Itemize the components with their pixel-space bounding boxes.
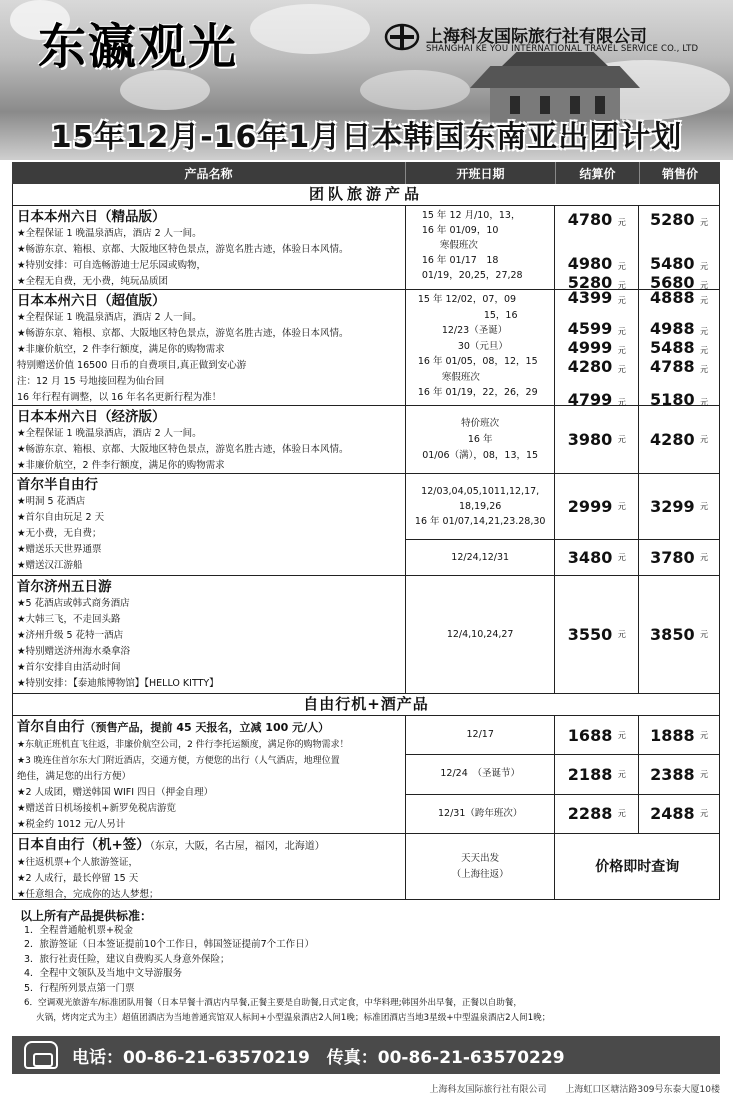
settle-price: 1688 — [567, 725, 613, 745]
main-title: 东瀛观光 — [38, 19, 239, 75]
standards-item: 5．行程所列景点第一门票 — [24, 982, 135, 994]
sale-price: 4280 — [650, 430, 695, 449]
section-free-travel: 自由行机+酒产品 — [12, 694, 720, 716]
table-row — [12, 576, 720, 694]
product-feature: ★济州升级 5 花特一酒店 — [17, 630, 124, 641]
product-feature: ★无小费，无自费； — [17, 528, 102, 539]
currency-unit: 元 — [700, 346, 709, 355]
table-row — [12, 288, 720, 409]
section-group-tours: 团队旅游产品 — [12, 184, 720, 206]
departure-date: （上海往返） — [451, 868, 509, 880]
product-feature: ★任意组合，完成你的达人梦想； — [17, 889, 159, 900]
currency-unit: 元 — [700, 365, 709, 374]
product-feature: ★2 人成行，最长停留 15 天 — [17, 873, 139, 884]
service-standards — [12, 909, 720, 1025]
price-inquiry-note: 价格即时查询 — [595, 858, 680, 875]
departure-date: 16 年 01/19，22，26，29 — [417, 387, 538, 398]
table-row — [12, 206, 720, 290]
header-banner — [0, 0, 733, 160]
product-name: 日本本州六日（超值版） — [17, 293, 166, 309]
product-feature: ★税金约 1012 元/人另计 — [17, 819, 126, 830]
product-feature: ★全程保证 1 晚温泉酒店，酒店 2 人一间。 — [17, 228, 202, 239]
product-feature: 绝佳，满足您的出行方便） — [17, 771, 132, 782]
currency-unit: 元 — [700, 262, 709, 271]
departure-date: 12/4,10,24,27 — [406, 576, 556, 693]
tour-table — [12, 162, 720, 900]
sale-price: 3850 — [650, 625, 695, 644]
standards-item: 火锅，烤肉定式为主）超值团酒店为当地普通宾馆双人标间+小型温泉酒店2人间1晚；标准团酒店当地3星级+中型温泉酒店2人间1晚； — [36, 1012, 551, 1023]
sale-price: 5680 — [650, 273, 695, 292]
sale-price: 3780 — [650, 548, 695, 567]
currency-unit: 元 — [617, 730, 626, 740]
settle-price: 4780 — [567, 210, 613, 229]
sale-price: 5280 — [650, 210, 695, 229]
standards-item: 2．旅游签证（日本签证提前10个工作日，韩国签证提前7个工作日） — [24, 939, 315, 950]
currency-unit: 元 — [617, 809, 626, 819]
product-feature: ★非廉价航空，2 件李行额度，满足你的购物需求 — [17, 460, 225, 471]
product-name: 首尔济州五日游 — [17, 579, 112, 595]
footer-address: 上海虹口区塘沽路309号东泰大厦10楼 — [565, 1085, 720, 1095]
product-feature: ★首尔安排自由活动时间 — [17, 662, 121, 673]
product-feature: ★全程无自费，无小费，纯玩品质团 — [17, 276, 169, 287]
company-logo-icon — [384, 22, 420, 52]
contact-bar — [12, 1036, 720, 1074]
currency-unit: 元 — [617, 365, 626, 374]
sale-price: 5180 — [650, 390, 695, 409]
currency-unit: 元 — [700, 553, 709, 562]
departure-date: 12/31（跨年班次） — [437, 807, 523, 819]
departure-date: 30（元旦） — [457, 340, 508, 352]
table-row — [12, 716, 720, 834]
departure-date: 15 年 12/02，07，09 — [417, 294, 517, 305]
departure-date: 天天出发 — [461, 852, 500, 864]
departure-date: 12/17 — [406, 716, 555, 755]
currency-unit: 元 — [700, 630, 709, 639]
product-feature: ★往返机票+个人旅游签证， — [17, 857, 138, 868]
product-feature: 注：12 月 15 号地接回程为仙台回 — [17, 376, 165, 387]
currency-unit: 元 — [617, 630, 626, 639]
departure-date: 12/24,12/31 — [451, 551, 510, 563]
currency-unit: 元 — [617, 296, 626, 305]
settle-price: 5280 — [567, 273, 613, 292]
settle-price: 4599 — [567, 319, 613, 338]
product-feature: 特别赠送价值 16500 日币的自费项目,真正做到安心游 — [17, 360, 247, 371]
phone-icon — [24, 1041, 58, 1069]
currency-unit: 元 — [617, 218, 626, 227]
settle-price: 3980 — [567, 430, 613, 449]
departure-date: 12/24 （圣诞节） — [406, 755, 555, 794]
sale-price: 2488 — [650, 804, 695, 824]
currency-unit: 元 — [617, 327, 626, 336]
product-feature: ★5 花酒店或韩式商务酒店 — [17, 598, 130, 609]
product-feature: ★畅游东京、箱根、京都、大阪地区特色景点，游览名胜古迹，体验日本风情。 — [17, 444, 349, 455]
standards-item: 3．旅行社责任险，建议自费购买人身意外保险； — [24, 953, 230, 965]
currency-unit: 元 — [617, 281, 626, 290]
product-feature: ★明洞 5 花酒店 — [17, 496, 86, 507]
product-feature: ★全程保证 1 晚温泉酒店，酒店 2 人一间。 — [17, 428, 202, 439]
product-name: 日本本州六日（经济版） — [17, 409, 166, 425]
product-feature: ★特别安排：【泰迪熊博物馆】【HELLO KITTY】 — [17, 678, 219, 689]
departure-date: 16 年 — [467, 433, 493, 445]
settle-price: 2999 — [567, 497, 613, 516]
product-feature: ★全程保证 1 晚温泉酒店，酒店 2 人一间。 — [17, 312, 202, 323]
currency-unit: 元 — [617, 262, 626, 271]
sale-price: 1888 — [650, 725, 695, 745]
currency-unit: 元 — [700, 218, 709, 227]
footer-company: 上海科友国际旅行社有限公司 — [429, 1085, 547, 1095]
settle-price: 3550 — [567, 625, 613, 644]
standards-item: 6．空调观光旅游车/标准团队用餐（日本早餐十酒店内早餐,正餐主要是自助餐,日式定食，中华料理;韩国外出早餐，正餐以自助餐， — [24, 998, 522, 1008]
departure-date: 12/03,04,05,1011,12,17, — [421, 486, 540, 497]
product-feature: ★畅游东京、箱根、京都、大阪地区特色景点，游览名胜古迹，体验日本风情。 — [17, 244, 349, 255]
sale-price: 4888 — [650, 288, 695, 307]
company-name: 上海科友国际旅行社有限公司 — [426, 27, 647, 47]
sale-price: 4988 — [650, 319, 695, 338]
sale-price: 5488 — [650, 338, 695, 357]
departure-date: 寒假班次 — [439, 240, 478, 251]
product-note: （预售产品，提前 45 天报名，立减 100 元/人） — [84, 721, 330, 734]
departure-date: 寒假班次 — [441, 371, 480, 383]
departure-date: 15 年 12 月/10，13， — [421, 210, 521, 221]
currency-unit: 元 — [617, 435, 626, 444]
product-feature: ★首尔自由玩足 2 天 — [17, 512, 105, 523]
product-name: 日本本州六日（精品版） — [17, 209, 166, 225]
departure-date: 16 年 01/17 18 — [421, 255, 499, 266]
product-feature: 16 年行程有调整，以 16 年名名更新行程为准！ — [17, 392, 222, 403]
settle-price: 4999 — [567, 338, 613, 357]
product-feature: ★3 晚连住首尔东大门附近酒店，交通方便，方便您的出行（人气酒店，地理位置 — [17, 756, 340, 766]
col-header-settle-price: 结算价 — [556, 162, 640, 184]
currency-unit: 元 — [700, 327, 709, 336]
currency-unit: 元 — [700, 281, 709, 290]
col-header-sale-price: 销售价 — [661, 166, 698, 181]
table-row — [12, 474, 720, 576]
table-row — [12, 834, 720, 900]
settle-price: 4399 — [567, 288, 613, 307]
departure-date: 16 年 01/07,14,21,23.28,30 — [414, 516, 546, 527]
currency-unit: 元 — [700, 435, 709, 444]
page-subtitle: 15年12月-16年1月日本韩国东南亚出团计划 — [50, 120, 683, 155]
currency-unit: 元 — [617, 502, 626, 511]
product-feature: ★特别安排：可自选畅游迪士尼乐园或购物， — [17, 260, 207, 271]
product-feature: ★非廉价航空，2 件李行额度，满足你的购物需求 — [17, 344, 225, 355]
currency-unit: 元 — [617, 553, 626, 562]
product-feature: ★赠送乐天世界通票 — [17, 544, 102, 555]
standards-item: 4．全程中文领队及当地中文导游服务 — [24, 968, 183, 979]
table-header — [12, 162, 720, 184]
product-feature: ★2 人成团，赠送韩国 WIFI 四日（押金自理） — [17, 787, 214, 798]
currency-unit: 元 — [700, 730, 709, 740]
departure-date: 16 年 01/09，10 — [421, 225, 499, 236]
product-feature: ★畅游东京、箱根、京都、大阪地区特色景点，游览名胜古迹，体验日本风情。 — [17, 328, 349, 339]
contact-info: 电话：00-86-21-63570219 传真：00-86-21-63570229 — [72, 1047, 565, 1068]
currency-unit: 元 — [700, 398, 709, 407]
sale-price: 2388 — [650, 764, 695, 784]
col-header-dates: 开班日期 — [406, 162, 556, 184]
sale-price: 3299 — [650, 497, 695, 516]
departure-date: 16 年 01/05，08，12，15 — [417, 356, 538, 367]
product-name: 首尔自由行 — [17, 719, 85, 735]
currency-unit: 元 — [617, 398, 626, 407]
currency-unit: 元 — [700, 502, 709, 511]
standards-title: 以上所有产品提供标准： — [20, 909, 153, 923]
product-feature: ★赠送首日机场接机+新罗免税店游览 — [17, 803, 176, 814]
sale-price: 5480 — [650, 254, 695, 273]
departure-date: 18,19,26 — [459, 501, 502, 512]
product-note: （东京，大阪，名古屋，福冈，北海道） — [149, 841, 325, 852]
col-header-product: 产品名称 — [12, 162, 406, 184]
settle-price: 4980 — [567, 254, 613, 273]
currency-unit: 元 — [617, 769, 626, 779]
departure-date: 01/06（满），08，13，15 — [422, 449, 539, 461]
standards-item: 1．全程普通舱机票+税金 — [24, 924, 134, 936]
settle-price: 3480 — [567, 548, 613, 567]
product-feature: ★东航正班机直飞往返，非廉价航空公司，2 件行李托运额度，满足你的购物需求！ — [17, 740, 349, 750]
departure-date: 01/19，20,25，27,28 — [421, 270, 523, 281]
currency-unit: 元 — [700, 296, 709, 305]
product-name: 首尔半自由行 — [17, 477, 98, 493]
footer-address-line — [0, 1082, 720, 1095]
company-name-en: SHANGHAI KE YOU INTERNATIONAL TRAVEL SERVICE CO., LTD — [426, 44, 699, 54]
product-feature: ★赠送汉江游船 — [17, 560, 83, 571]
settle-price: 4280 — [567, 357, 613, 376]
departure-date: 特价班次 — [461, 417, 500, 429]
product-feature: ★特别赠送济州海水桑拿浴 — [17, 646, 131, 657]
product-feature: ★大韩三飞，不走回头路 — [17, 614, 121, 625]
departure-date: 15，16 — [483, 309, 518, 321]
currency-unit: 元 — [617, 346, 626, 355]
currency-unit: 元 — [700, 809, 709, 819]
settle-price: 2188 — [567, 764, 613, 784]
table-row — [12, 406, 720, 474]
currency-unit: 元 — [700, 769, 709, 779]
product-name: 日本自由行（机+签） — [17, 837, 150, 853]
settle-price: 2288 — [567, 804, 613, 824]
departure-date: 12/23（圣诞） — [441, 325, 508, 336]
sale-price: 4788 — [650, 357, 695, 376]
settle-price: 4799 — [567, 390, 613, 409]
